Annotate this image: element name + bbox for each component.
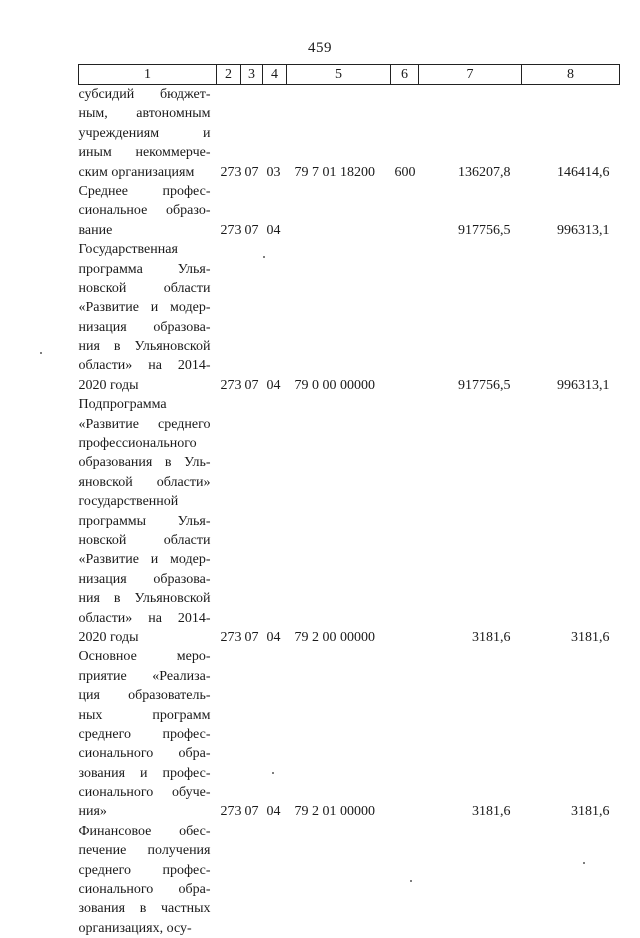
description-line: программы Улья- [79,512,211,531]
description-line: новской области [79,531,211,550]
scan-speck [40,352,42,354]
description-line: 2020 годы [79,628,211,647]
column-number-row [79,65,620,85]
expense-type-cell [391,822,419,938]
description-line: «Развитие и модер- [79,298,211,317]
description-line: вание [79,221,211,240]
description-line: зования и профес- [79,764,211,783]
description-cell [79,822,217,938]
amount-col8-cell: 996313,1 [522,182,620,240]
scan-speck [263,256,265,258]
description-line: ных программ [79,706,211,725]
description-line: ния» [79,802,211,821]
amount-col7-cell: 917756,5 [419,240,522,395]
amount-col7-cell: 917756,5 [419,182,522,240]
description-line: иным некоммерче- [79,143,211,162]
description-cell [79,85,217,182]
description-line: организациях, осу- [79,919,211,938]
description-line: среднего профес- [79,861,211,880]
section-code-cell [241,822,263,938]
description-line: приятие «Реализа- [79,667,211,686]
description-line: ным, автономным [79,104,211,123]
chapter-code-cell [217,822,241,938]
description-line: Подпрограмма [79,395,211,414]
scan-speck [410,880,412,882]
amount-col7-cell: 3181,6 [419,647,522,822]
subsection-code-cell: 04 [263,182,287,240]
amount-col7-cell: 136207,8 [419,85,522,182]
expense-type-cell: 600 [391,85,419,182]
scan-speck [272,772,274,774]
amount-col8-cell: 146414,6 [522,85,620,182]
budget-table [78,64,620,938]
expense-type-cell [391,647,419,822]
description-cell [79,182,217,240]
description-line: сионального обуче- [79,783,211,802]
description-line: ским организациям [79,163,211,182]
description-line: сиональное образо- [79,201,211,220]
expense-type-cell [391,395,419,647]
description-line: сионального обра- [79,880,211,899]
description-line: профессионального [79,434,211,453]
scan-speck [583,862,585,864]
description-line: 2020 годы [79,376,211,395]
description-line: области» на 2014- [79,609,211,628]
subsection-code-cell: 03 [263,85,287,182]
table-row [79,85,620,182]
chapter-code-cell: 273 [217,85,241,182]
target-article-cell: 79 2 01 00000 [287,647,391,822]
amount-col8-cell: 3181,6 [522,647,620,822]
description-line: субсидий бюджет- [79,85,211,104]
chapter-code-cell: 273 [217,182,241,240]
description-line: Основное меро- [79,647,211,666]
description-line: зования в частных [79,899,211,918]
amount-col8-cell: 996313,1 [522,240,620,395]
section-code-cell: 07 [241,182,263,240]
target-article-cell: 79 2 00 00000 [287,395,391,647]
table-row [79,822,620,938]
column-number: 2 [217,65,241,85]
description-line: «Развитие и модер- [79,550,211,569]
section-code-cell: 07 [241,395,263,647]
description-line: Финансовое обес- [79,822,211,841]
description-line: ция образователь- [79,686,211,705]
column-number: 8 [522,65,620,85]
target-article-cell: 79 7 01 18200 [287,85,391,182]
section-code-cell: 07 [241,240,263,395]
amount-col8-cell: 3181,6 [522,395,620,647]
description-cell [79,647,217,822]
amount-col8-cell [522,822,620,938]
description-line: Государственная [79,240,211,259]
description-line: области» на 2014- [79,356,211,375]
description-line: образования в Уль- [79,453,211,472]
chapter-code-cell: 273 [217,395,241,647]
description-line: программа Улья- [79,260,211,279]
chapter-code-cell: 273 [217,647,241,822]
expense-type-cell [391,240,419,395]
section-code-cell: 07 [241,647,263,822]
target-article-cell [287,182,391,240]
description-line: государственной [79,492,211,511]
subsection-code-cell [263,822,287,938]
table-body [79,85,620,938]
description-line: Среднее профес- [79,182,211,201]
expense-type-cell [391,182,419,240]
table-row [79,395,620,647]
description-line: учреждениям и [79,124,211,143]
column-number: 6 [391,65,419,85]
column-number: 4 [263,65,287,85]
description-line: низация образова- [79,318,211,337]
target-article-cell: 79 0 00 00000 [287,240,391,395]
amount-col7-cell [419,822,522,938]
column-number: 1 [79,65,217,85]
description-line: среднего профес- [79,725,211,744]
description-line: ния в Ульяновской [79,337,211,356]
column-number: 7 [419,65,522,85]
description-line: ния в Ульяновской [79,589,211,608]
section-code-cell: 07 [241,85,263,182]
target-article-cell [287,822,391,938]
description-line: сионального обра- [79,744,211,763]
table-row [79,647,620,822]
description-line: «Развитие среднего [79,415,211,434]
subsection-code-cell: 04 [263,647,287,822]
column-number: 3 [241,65,263,85]
description-line: низация образова- [79,570,211,589]
description-cell [79,240,217,395]
description-line: печение получения [79,841,211,860]
subsection-code-cell: 04 [263,240,287,395]
description-cell [79,395,217,647]
column-number: 5 [287,65,391,85]
description-line: яновской области» [79,473,211,492]
table-row [79,182,620,240]
page-number: 459 [0,40,640,57]
description-line: новской области [79,279,211,298]
chapter-code-cell: 273 [217,240,241,395]
subsection-code-cell: 04 [263,395,287,647]
amount-col7-cell: 3181,6 [419,395,522,647]
table-row [79,240,620,395]
